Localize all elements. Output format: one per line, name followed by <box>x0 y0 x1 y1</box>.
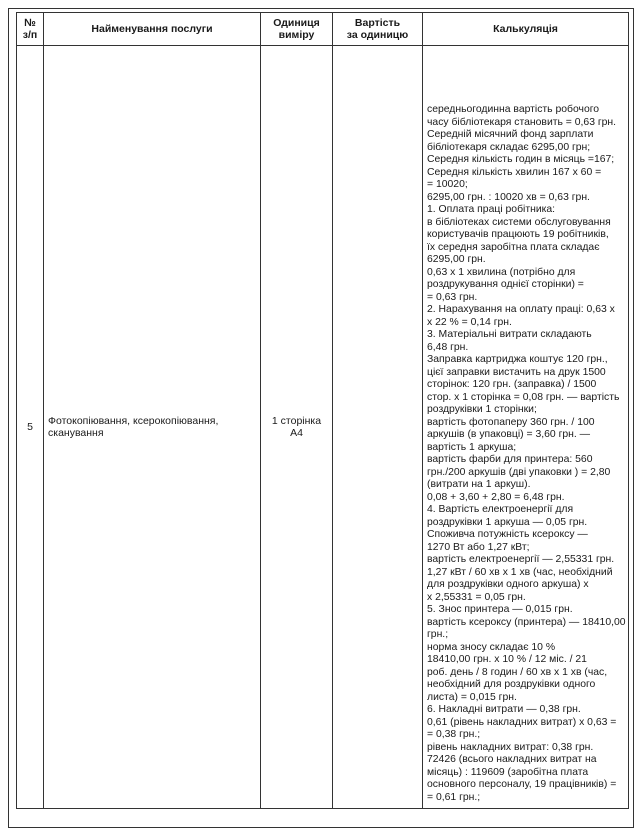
calc-line: 1270 Вт або 1,27 кВт; <box>427 541 530 553</box>
calc-line: роздрукування однієї сторінки) = <box>427 279 584 290</box>
calc-line: 3. Матеріальні витрати складають <box>427 329 592 340</box>
calc-line: 2. Нарахування на оплату праці: 0,63 х <box>427 304 615 315</box>
calc-line: = 0,38 грн.; <box>427 729 481 740</box>
calc-line: цієї заправки вистачить на друк 1500 <box>427 366 606 378</box>
calc-line: їх середня заробітна плата складає <box>427 241 600 253</box>
calc-line: 5. Знос принтера — 0,015 грн. <box>427 604 573 615</box>
header-price <box>333 13 423 46</box>
row-unit-line1: 1 сторінка <box>271 414 322 427</box>
calc-line: норма зносу складає 10 % <box>427 641 556 653</box>
calc-line: роздруківки 1 сторінки; <box>427 404 537 415</box>
header-num <box>17 13 44 46</box>
calc-line: стор. х 1 сторінка = 0,08 грн. — вартість <box>427 391 620 403</box>
calc-line: 1. Оплата праці робітника: <box>427 204 556 215</box>
calc-line: рівень накладних витрат: 0,38 грн. <box>427 741 594 753</box>
calc-line: х 22 % = 0,14 грн. <box>427 316 512 328</box>
calc-line: 0,63 х 1 хвилина (потрібно для <box>427 266 576 278</box>
calc-line: 6. Накладні витрати — 0,38 грн. <box>427 704 581 715</box>
table-row <box>17 46 629 809</box>
header-unit-line1: Одиниця <box>273 17 320 29</box>
calc-line: 6295,00 грн. <box>427 254 486 265</box>
row-price <box>333 46 423 809</box>
header-price-line2: за одиницю <box>346 29 409 41</box>
calc-line: користувачів працюють 19 робітників, <box>427 229 609 240</box>
calc-line: Споживча потужність ксероксу — <box>427 529 588 540</box>
calculation-text <box>427 104 628 804</box>
header-num-line2: з/п <box>22 29 38 41</box>
calc-line: роздруківки 1 аркуша — 0,05 грн. <box>427 516 588 528</box>
services-table <box>16 12 629 809</box>
row-num: 5 <box>17 46 44 809</box>
calc-line: 0,61 (рівень накладних витрат) х 0,63 = <box>427 716 617 728</box>
calc-line: бібліотекаря складає 6295,00 грн; <box>427 141 591 153</box>
header-num-line1: № <box>24 17 36 29</box>
row-name-line1: Фотокопіювання, ксерокопіювання, <box>48 414 219 427</box>
calc-line: необхідний для роздруківки одного <box>427 679 596 690</box>
calc-line: вартість ксероксу (принтера) — 18410,00 <box>427 616 626 628</box>
header-unit <box>261 13 333 46</box>
calc-line: середньогодинна вартість робочого <box>427 104 600 115</box>
calc-line: = 0,63 грн. <box>427 291 478 303</box>
calc-line: основного персоналу, 19 працівників) = <box>427 779 617 790</box>
calc-line: сторінок: 120 грн. (заправка) / 1500 <box>427 379 597 390</box>
calc-line: = 0,61 грн.; <box>427 791 481 803</box>
calc-line: для роздруківки одного аркуша) х <box>427 579 589 590</box>
calc-line: Середня кількість годин в місяць =167; <box>427 154 615 165</box>
header-name: Найменування послуги <box>44 13 261 46</box>
calc-line: місяць) : 119609 (заробітна плата <box>427 766 589 778</box>
row-name-line2: сканування <box>48 427 104 439</box>
calc-line: листа) = 0,015 грн. <box>427 691 517 703</box>
calc-line: 6295,00 грн. : 10020 хв = 0,63 грн. <box>427 191 590 203</box>
calc-line: грн./200 аркушів (дві упаковки ) = 2,80 <box>427 466 611 478</box>
calc-line: часу бібліотекаря становить = 0,63 грн. <box>427 116 617 128</box>
header-unit-line2: виміру <box>278 29 315 41</box>
calc-line: вартість фарби для принтера: 560 <box>427 454 593 465</box>
calc-line: вартість 1 аркуша; <box>427 441 517 453</box>
calc-line: 72426 (всього накладних витрат на <box>427 754 597 765</box>
header-calc: Калькуляція <box>423 13 629 46</box>
calc-line: роб. день / 8 годин / 60 хв х 1 хв (час, <box>427 666 608 678</box>
calc-line: в бібліотеках системи обслуговування <box>427 216 611 228</box>
calc-line: = 10020; <box>427 179 468 190</box>
calc-line: 18410,00 грн. х 10 % / 12 міс. / 21 <box>427 654 587 665</box>
calc-line: вартість фотопаперу 360 грн. / 100 <box>427 416 595 428</box>
header-price-line1: Вартість <box>354 17 401 29</box>
calc-line: вартість електроенергії — 2,55331 грн. <box>427 554 615 565</box>
calc-line: 4. Вартість електроенергії для <box>427 504 574 515</box>
calc-line: Середня кількість хвилин 167 х 60 = <box>427 166 602 178</box>
calc-line: грн.; <box>427 629 449 640</box>
calc-line: 1,27 кВт / 60 хв х 1 хв (час, необхідний <box>427 566 613 578</box>
calc-line: Середній місячний фонд зарплати <box>427 129 594 140</box>
header-row <box>17 13 629 46</box>
row-name <box>44 46 261 809</box>
row-unit-line2: А4 <box>290 427 303 439</box>
calc-line: Заправка картриджа коштує 120 грн., <box>427 354 608 365</box>
calc-line: 6,48 грн. <box>427 341 469 353</box>
calc-line: 0,08 + 3,60 + 2,80 = 6,48 грн. <box>427 491 565 503</box>
calc-line: (витрати на 1 аркуш). <box>427 479 531 490</box>
row-unit <box>261 46 333 809</box>
row-calculation <box>423 46 629 809</box>
calc-line: х 2,55331 = 0,05 грн. <box>427 591 526 603</box>
calc-line: аркушів (в упаковці) = 3,60 грн. — <box>427 429 591 440</box>
